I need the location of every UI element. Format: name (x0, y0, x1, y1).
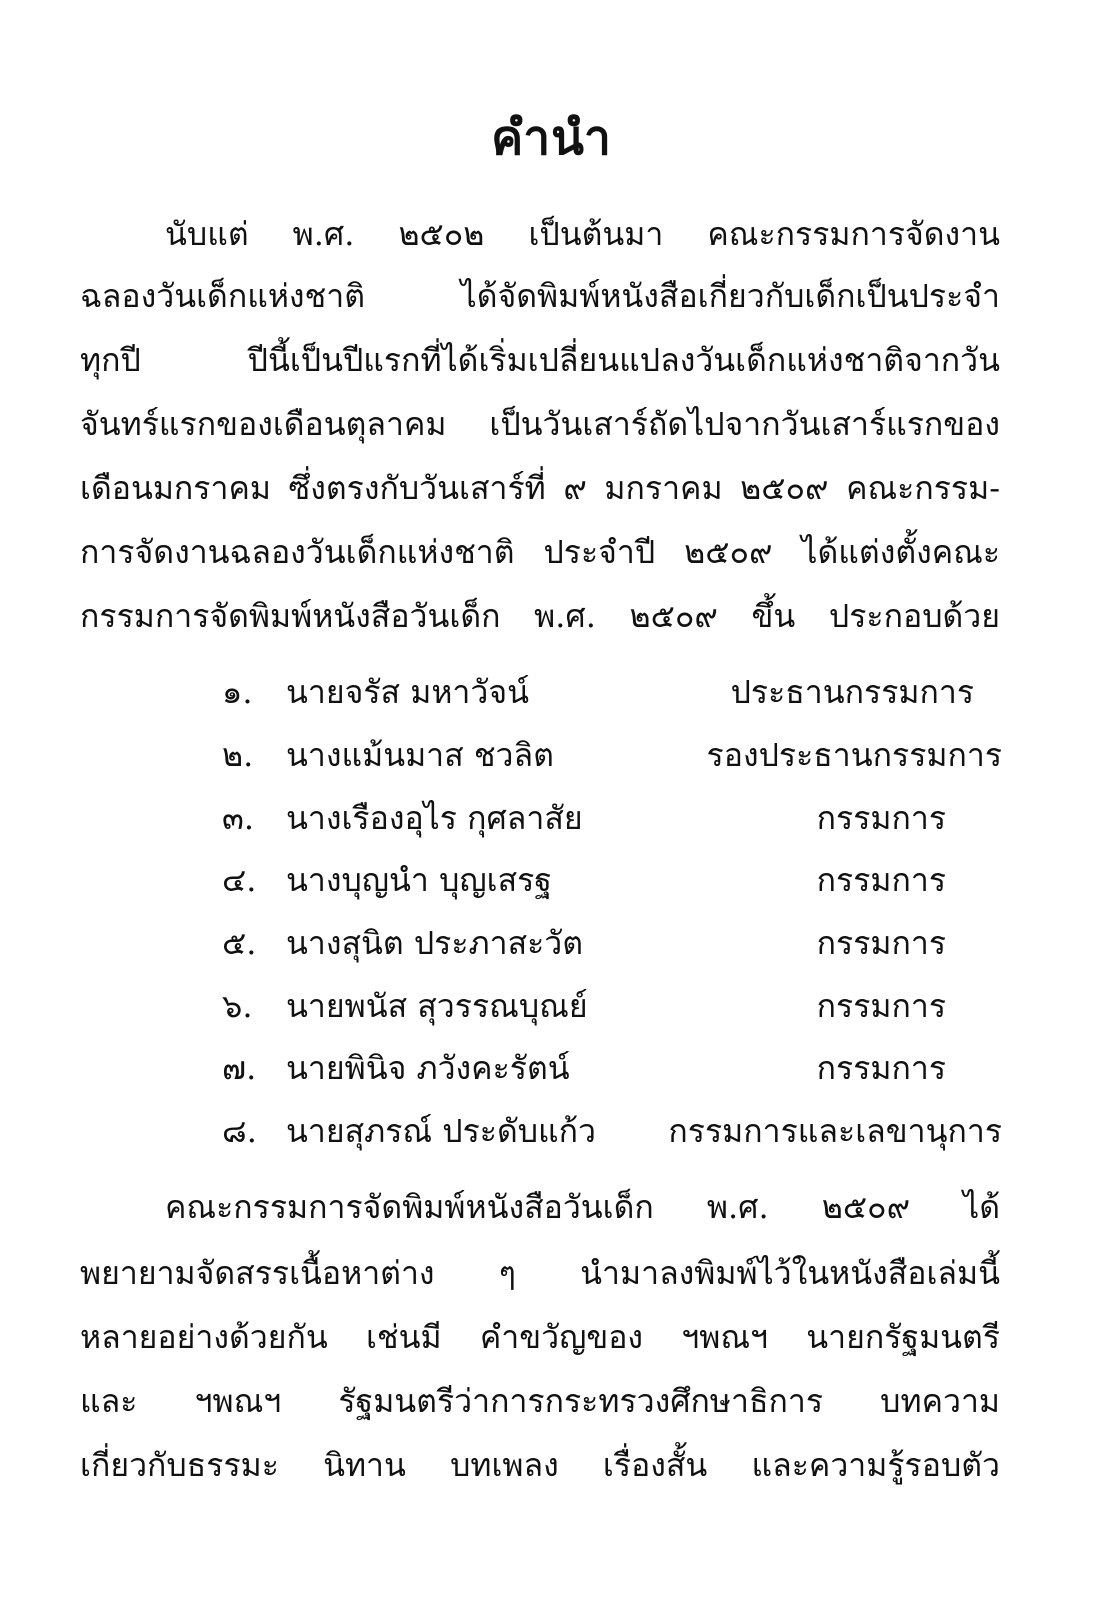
paragraph2-line: เกี่ยวกับธรรมะ นิทาน บทเพลง เรื่องสั้น และความรู้รอบตัว (80, 1446, 1000, 1484)
paragraph1-line: เดือนมกราคม ซึ่งตรงกับวันเสาร์ที่ ๙ มกราคม ๒๕๐๙ คณะกรรม- (80, 469, 1000, 507)
committee-member (222, 858, 1002, 902)
member-name: นายจรัส มหาวัจน์ (286, 673, 529, 711)
member-name: นางแม้นมาส ชวลิต (286, 736, 554, 774)
member-number: ๓. (222, 799, 255, 837)
member-number: ๕. (222, 924, 257, 962)
member-role: ประธานกรรมการ (730, 673, 974, 711)
member-name: นายสุภรณ์ ประดับแก้ว (286, 1112, 597, 1150)
member-name: นายพินิจ ภวังคะรัตน์ (286, 1049, 570, 1087)
paragraph2-line: คณะกรรมการจัดพิมพ์หนังสือวันเด็ก พ.ศ. ๒๕๐๙ ได้ (165, 1188, 1000, 1226)
committee-member (222, 733, 1002, 777)
paragraph1-line: จันทร์แรกของเดือนตุลาคม เป็นวันเสาร์ถัดไปจากวันเสาร์แรกของ (80, 405, 1000, 443)
member-role: กรรมการ (816, 861, 946, 899)
committee-member (222, 921, 1002, 965)
committee-member (222, 1109, 1002, 1153)
member-name: นายพนัส สุวรรณบุณย์ (286, 987, 588, 1025)
member-number: ๗. (222, 1049, 257, 1087)
member-number: ๘. (222, 1112, 257, 1150)
committee-member (222, 796, 1002, 840)
member-role: กรรมการและเลขานุการ (668, 1112, 1002, 1150)
committee-member (222, 670, 1002, 714)
committee-member (222, 1046, 1002, 1090)
member-role: รองประธานกรรมการ (706, 736, 1002, 774)
paragraph1-line: ทุกปี ปีนี้เป็นปีแรกที่ได้เริ่มเปลี่ยนแปลงวันเด็กแห่งชาติจากวัน (80, 341, 1000, 379)
paragraph1-line: นับแต่ พ.ศ. ๒๕๐๒ เป็นต้นมา คณะกรรมการจัดงาน (165, 215, 1000, 253)
member-role: กรรมการ (816, 924, 946, 962)
paragraph2-line: พยายามจัดสรรเนื้อหาต่าง ๆ นำมาลงพิมพ์ไว้ในหนังสือเล่มนี้ (80, 1254, 1000, 1292)
member-role: กรรมการ (816, 799, 946, 837)
member-number: ๒. (222, 736, 254, 774)
member-role: กรรมการ (816, 1049, 946, 1087)
paragraph1-line: การจัดงานฉลองวันเด็กแห่งชาติ ประจำปี ๒๕๐๙ ได้แต่งตั้งคณะ (80, 533, 1000, 571)
member-role: กรรมการ (816, 987, 946, 1025)
member-name: นางสุนิต ประภาสะวัต (286, 924, 584, 962)
member-number: ๖. (222, 987, 253, 1025)
committee-member (222, 984, 1002, 1028)
paragraph2-line: และ ฯพณฯ รัฐมนตรีว่าการกระทรวงศึกษาธิการ บทความ (80, 1382, 1000, 1420)
member-name: นางบุญนำ บุญเสรฐ (286, 861, 552, 899)
member-name: นางเรืองอุไร กุศลาสัย (286, 799, 583, 837)
member-number: ๔. (222, 861, 257, 899)
paragraph2-line: หลายอย่างด้วยกัน เช่นมี คำขวัญของ ฯพณฯ นายกรัฐมนตรี (80, 1318, 1000, 1356)
page-title: คำนำ (491, 110, 612, 166)
member-number: ๑. (222, 673, 253, 711)
paragraph1-line: ฉลองวันเด็กแห่งชาติ ได้จัดพิมพ์หนังสือเกี่ยวกับเด็กเป็นประจำ (80, 277, 1000, 315)
paragraph1-line: กรรมการจัดพิมพ์หนังสือวันเด็ก พ.ศ. ๒๕๐๙ ขึ้น ประกอบด้วย (80, 597, 1000, 635)
